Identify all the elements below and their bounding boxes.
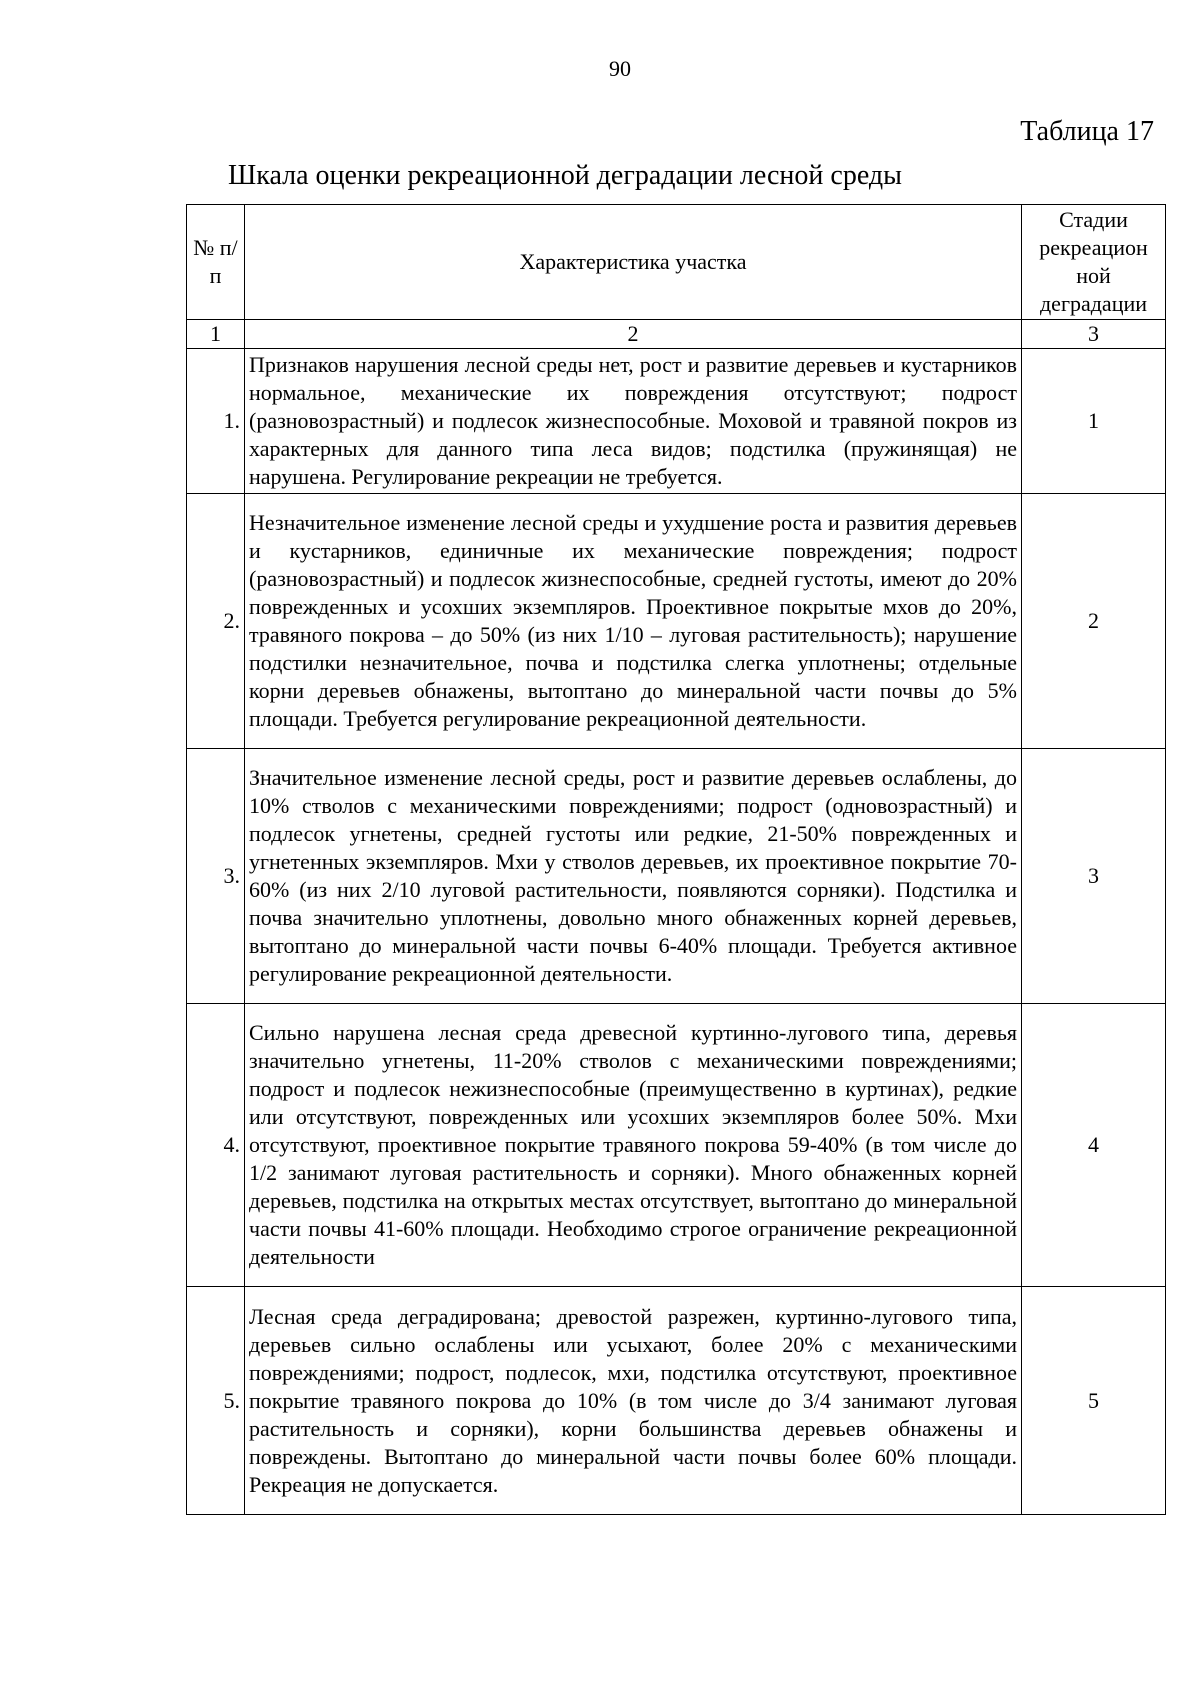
table-row	[187, 349, 1166, 494]
row-stage: 1	[1022, 349, 1166, 494]
row-stage: 5	[1022, 1287, 1166, 1515]
table-label: Таблица 17	[1020, 116, 1154, 147]
row-stage: 2	[1022, 494, 1166, 749]
row-description: Незначительное изменение лесной среды и ухудшение роста и развития деревьев и кустарников, единичные их механические повреждения; подрост (разновозрастный) и подлесок жизнеспособные, средней густоты, имеют до 20% поврежденных и усохших экземпляров. Проективное покрытые мхов до 20%, травяного покрова – до 50% (из них 1/10 – луговая растительность); нарушение подстилки незначительное, почва и подстилка слегка уплотнены; отдельные корни деревьев обнажены, вытоптано до минеральной части почвы до 5% площади. Требуется регулирование рекреационной деятельности.	[245, 494, 1022, 749]
column-number: 1	[187, 320, 245, 349]
table-title: Шкала оценки рекреационной деградации лесной среды	[228, 160, 902, 191]
row-description: Признаков нарушения лесной среды нет, рост и развитие деревьев и кустарников нормальное, механические их повреждения отсутствуют; подрост (разновозрастный) и подлесок жизнеспособные. Моховой и травяной покров из характерных для данного типа леса видов; подстилка (пружинящая) не нарушена. Регулирование рекреации не требуется.	[245, 349, 1022, 494]
table-row	[187, 749, 1166, 1004]
header-number-cell	[187, 205, 245, 320]
table-row	[187, 1004, 1166, 1287]
header-characteristic-label: Характеристика участка	[519, 249, 747, 274]
row-number: 2.	[187, 494, 245, 749]
row-number: 4.	[187, 1004, 245, 1287]
header-characteristic-cell	[245, 205, 1022, 320]
column-number: 2	[245, 320, 1022, 349]
table-header-row	[187, 205, 1166, 320]
row-stage: 3	[1022, 749, 1166, 1004]
column-number-row	[187, 320, 1166, 349]
degradation-scale-table	[186, 204, 1166, 1515]
header-number-label: № п/п	[193, 235, 238, 288]
header-stage-cell	[1022, 205, 1166, 320]
table-row	[187, 494, 1166, 749]
row-number: 3.	[187, 749, 245, 1004]
table-row	[187, 1287, 1166, 1515]
row-description: Сильно нарушена лесная среда древесной куртинно-лугового типа, деревья значительно угнетены, 11-20% стволов с механическими повреждениями; подрост и подлесок нежизнеспособные (преимущественно в куртинах), редкие или отсутствуют, поврежденных или усохших экземпляров более 50%. Мхи отсутствуют, проективное покрытие травяного покрова 59-40% (в том числе до 1/2 занимают луговая растительность и сорняки). Много обнаженных корней деревьев, подстилка на открытых местах отсутствует, вытоптано до минеральной части почвы 41-60% площади. Необходимо строгое ограничение рекреационной деятельности	[245, 1004, 1022, 1287]
column-number: 3	[1022, 320, 1166, 349]
row-description: Значительное изменение лесной среды, рост и развитие деревьев ослаблены, до 10% стволов с механическими повреждениями; подрост (одновозрастный) и подлесок угнетены, средней густоты или редкие, 21-50% поврежденных и угнетенных экземпляров. Мхи у стволов деревьев, их проективное покрытие 70-60% (из них 2/10 луговой растительности, появляются сорняки). Подстилка и почва значительно уплотнены, довольно много обнаженных корней деревьев, вытоптано до минеральной части почвы 6-40% площади. Требуется активное регулирование рекреационной деятельности.	[245, 749, 1022, 1004]
row-number: 5.	[187, 1287, 245, 1515]
page-number: 90	[609, 56, 631, 81]
row-description: Лесная среда деградирована; древостой разрежен, куртинно-лугового типа, деревьев сильно ослаблены или усыхают, более 20% с механическими повреждениями; подрост, подлесок, мхи, подстилка отсутствуют, проективное покрытие травяного покрова до 10% (в том числе до 3/4 занимают луговая растительность и сорняки), корни большинства деревьев обнажены и повреждены. Вытоптано до минеральной части почвы более 60% площади. Рекреация не допускается.	[245, 1287, 1022, 1515]
row-number: 1.	[187, 349, 245, 494]
header-stage-label: Стадии рекреацион ной деградации	[1039, 207, 1148, 316]
row-stage: 4	[1022, 1004, 1166, 1287]
